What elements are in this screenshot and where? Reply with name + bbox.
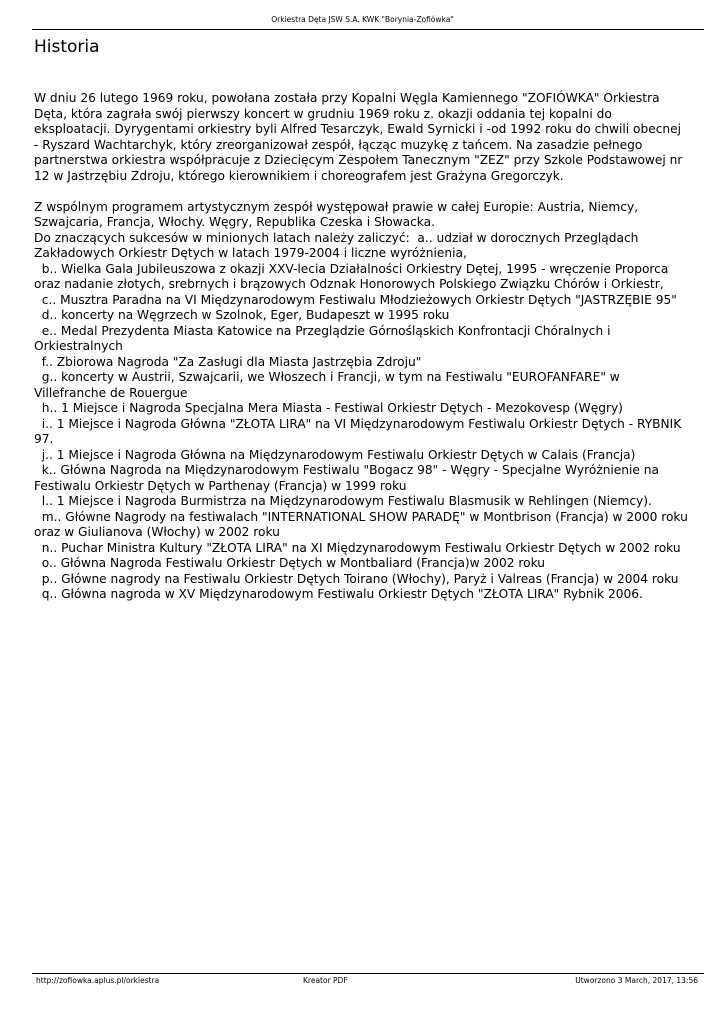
achievement-item-f: f.. Zbiorowa Nagroda "Za Zasługi dla Miasta Jastrzębia Zdroju": [34, 354, 422, 369]
achievement-item-b: b.. Wielka Gala Jubileuszowa z okazji XXV-lecia Działalności Orkiestry Dętej, 1995 - wręczenie Proporca oraz nadanie złotych, srebrnych i brązowych Odznak Honorowych Polskiego Związku Chórów i Orkiestr,: [34, 261, 673, 291]
achievement-item-l: l.. 1 Miejsce i Nagroda Burmistrza na Międzynarodowym Festiwalu Blasmusik w Rehlingen (Niemcy).: [34, 494, 652, 508]
page-footer: [36, 976, 698, 986]
achievement-item-k: k.. Główna Nagroda na Międzynarodowym Festiwalu "Bogacz 98" - Węgry - Specjalne Wyróżnienie na Festiwalu Orkiestr Dętych w Parthenay (Francja) w 1999 roku: [34, 463, 663, 493]
footer-url: http://zofiowka.aplus.pl/orkiestra: [36, 976, 160, 985]
achievement-item-n: n.. Puchar Ministra Kultury "ZŁOTA LIRA" na XI Międzynarodowym Festiwalu Orkiestr Dętych w 2002 roku: [34, 540, 681, 555]
achievement-item-g: g.. koncerty w Austrii, Szwajcarii, we Włoszech i Francji, w tym na Festiwalu "EUROFANFARE" w Villefranche de Rouergue: [34, 370, 624, 400]
header-divider: [32, 29, 704, 30]
tour-countries-line: Z wspólnym programem artystycznym zespół występował prawie w całej Europie: Austria, Niemcy, Szwajcaria, Francja, Włochy. Węgry, Republika Czeska i Słowacka.: [34, 199, 642, 229]
achievement-item-c: c.. Musztra Paradna na VI Międzynarodowym Festiwalu Młodzieżowych Orkiestr Dętych "JASTRZĘBIE 95": [34, 292, 677, 307]
achievement-item-j: j.. 1 Miejsce i Nagroda Główna na Międzynarodowym Festiwalu Orkiestr Dętych w Calais (Francja): [34, 447, 636, 462]
achievement-item-h: h.. 1 Miejsce i Nagroda Specjalna Mera Miasta - Festiwal Orkiestr Dętych - Mezokovesp (Węgry): [34, 401, 623, 415]
paragraph-spacer: [34, 184, 688, 200]
achievement-item-e: e.. Medal Prezydenta Miasta Katowice na Przeglądzie Górnośląskich Konfrontacji Chóralnych i Orkiestralnych: [34, 323, 615, 353]
achievement-item-i: i.. 1 Miejsce i Nagroda Główna "ZŁOTA LIRA" na VI Międzynarodowym Festiwalu Orkiestr Dętych - RYBNIK 97.: [34, 416, 686, 446]
article-body: [34, 91, 692, 603]
achievement-item-d: d.. koncerty na Węgrzech w Szolnok, Eger, Budapeszt w 1995 roku: [34, 308, 450, 322]
achievement-item-o: o.. Główna Nagroda Festiwalu Orkiestr Dętych w Montbaliard (Francja)w 2002 roku: [34, 556, 546, 570]
page-title: Historia: [34, 37, 100, 57]
footer-divider: [32, 973, 704, 974]
footer-created-date: Utworzono 3 March, 2017, 13:56: [575, 976, 698, 985]
footer-generator: Kreator PDF: [303, 976, 348, 985]
achievement-item-q: q.. Główna nagroda w XV Międzynarodowym Festiwalu Orkiestr Dętych "ZŁOTA LIRA" Rybnik 2006.: [34, 587, 643, 601]
intro-paragraph: W dniu 26 lutego 1969 roku, powołana została przy Kopalni Węgla Kamiennego "ZOFIÓWKA" Orkiestra Dęta, która zagrała swój pierwszy koncert w grudniu 1969 roku z. okazji oddania tej kopalni do eksploatacji. Dyrygentami orkiestry byli Alfred Tesarczyk, Ewald Syrnicki i -od 1992 roku do chwili obecnej - Ryszard Wachtarchyk, który zreorganizował zespół, łącząc muzykę z tańcem. Na zasadzie pełnego partnerstwa orkiestra współpracuje z Dziecięcym Zespołem Tanecznym "ZEZ" przy Szkole Podstawowej nr 12 w Jastrzębiu Zdroju, którego kierownikiem i choreografem jest Grażyna Gregorczyk.: [34, 91, 687, 183]
achievement-item-a: Do znaczących sukcesów w minionych latach należy zaliczyć: a.. udział w dorocznych Przeglądach Zakładowych Orkiestr Dętych w latach 1979-2004 i liczne wyróżnienia,: [34, 230, 643, 260]
running-header: Orkiestra Dęta JSW S.A. KWK "Borynia-Zofiówka": [271, 15, 454, 24]
achievement-item-m: m.. Główne Nagrody na festiwalach "INTERNATIONAL SHOW PARADĘ" w Montbrison (Francja) w 2000 roku oraz w Giulianova (Włochy) w 2002 roku: [34, 509, 692, 539]
achievement-item-p: p.. Główne nagrody na Festiwalu Orkiestr Dętych Toirano (Włochy), Paryż i Valreas (Francja) w 2004 roku: [34, 571, 679, 586]
